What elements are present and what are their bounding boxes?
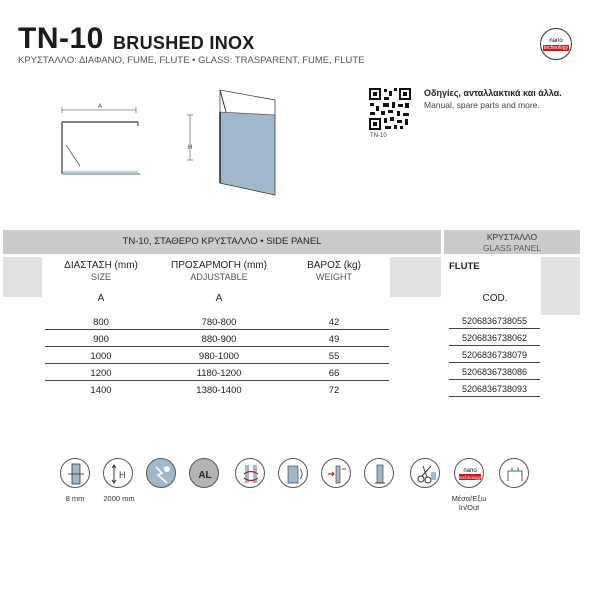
- qr-label: TN-10: [370, 133, 387, 139]
- row-weight: 66: [328, 368, 340, 379]
- pivot-door-icon: [278, 458, 308, 488]
- weight-header-english: WEIGHT: [316, 272, 352, 282]
- nano-icon-line1: nano: [463, 468, 477, 474]
- product-code: 5206836738055: [449, 314, 540, 329]
- row-size: 800: [93, 317, 109, 328]
- height-icon-letter: H: [119, 470, 126, 480]
- row-adjustable: 780-800: [201, 317, 237, 328]
- glass-header-english: GLASS PANEL: [483, 243, 541, 253]
- plan-view-drawing: [58, 100, 188, 180]
- in-out-label: [444, 494, 494, 512]
- product-code: 5206836738079: [449, 348, 540, 363]
- height-icon: [103, 458, 133, 488]
- row-size: 900: [93, 334, 109, 345]
- adjustable-header-greek: ΠΡΟΣΑΡΜΟΓΗ: [171, 260, 242, 271]
- row-adjustable: 880-900: [201, 334, 237, 345]
- table-title-bar: TN-10, ΣΤΑΘΕΡΟ ΚΡΥΣΤΑΛΛΟ • SIDE PANEL: [3, 230, 441, 254]
- adjustable-letter: A: [215, 293, 223, 304]
- nano-coating-icon: [454, 458, 484, 488]
- in-out-english: In/Out: [458, 503, 480, 512]
- tempered-glass-icon: [146, 458, 176, 488]
- row-size: 1400: [90, 385, 112, 396]
- aluminium-icon-text: AL: [198, 470, 212, 481]
- adjustable-header-english: ADJUSTABLE: [190, 272, 248, 282]
- row-weight: 55: [328, 351, 340, 362]
- row-adjustable: 1180-1200: [196, 368, 242, 379]
- glass-thickness-icon: [60, 458, 90, 488]
- adjustable-header-unit: (mm): [243, 260, 267, 271]
- cut-to-size-icon: [410, 458, 440, 488]
- height-label: 2000 mm: [103, 494, 135, 503]
- product-code: 5206836738093: [449, 382, 540, 397]
- adjustable-column-header: [163, 260, 275, 282]
- wall-profile-icon: [364, 458, 394, 488]
- size-header-greek: ΔΙΑΣΤΑΣΗ: [64, 260, 112, 271]
- weight-header-greek: ΒΑΡΟΣ: [307, 260, 342, 271]
- width-letter: A: [97, 104, 103, 110]
- row-adjustable: 980-1000: [198, 351, 240, 362]
- water-drops-icon: [499, 458, 529, 488]
- size-letter: A: [97, 293, 105, 304]
- size-column-header: [45, 260, 157, 282]
- height-letter: H: [188, 145, 193, 151]
- size-header-unit: (mm): [114, 260, 138, 271]
- table-row: [45, 349, 389, 364]
- elevation-view-drawing: [180, 85, 280, 200]
- row-weight: 42: [328, 317, 340, 328]
- model-title: TN-10: [18, 22, 104, 55]
- finish-title: BRUSHED INOX: [113, 33, 255, 53]
- code-header: COD.: [482, 293, 508, 304]
- row-weight: 49: [328, 334, 340, 345]
- info-greek-text: Οδηγίες, ανταλλακτικά και άλλα.: [424, 88, 562, 98]
- glass-options-line: ΚΡΥΣΤΑΛΛΟ: ΔΙΑΦΑΝΟ, FUME, FLUTE • GLASS: TRASPARENT, FUME, FLUTE: [18, 55, 365, 66]
- qr-code-icon: [368, 87, 412, 131]
- adjustable-profile-icon: [321, 458, 351, 488]
- nano-badge-line1: nano: [549, 38, 563, 44]
- nano-icon-line2: technology: [459, 475, 481, 480]
- info-english-text: Manual, spare parts and more.: [424, 100, 540, 110]
- glass-thickness-label: 8 mm: [65, 494, 85, 503]
- product-code: 5206836738086: [449, 365, 540, 380]
- table-row: [45, 315, 389, 330]
- row-size: 1200: [90, 368, 112, 379]
- aluminium-icon: [189, 458, 219, 488]
- size-header-english: SIZE: [90, 272, 111, 282]
- glass-type-label: FLUTE: [449, 261, 480, 272]
- gray-block-right: [541, 257, 580, 315]
- gray-block-left: [3, 257, 42, 297]
- table-row: [45, 383, 389, 398]
- row-size: 1000: [90, 351, 112, 362]
- row-weight: 72: [328, 385, 340, 396]
- gray-block-middle: [390, 257, 441, 297]
- nano-badge-line2: technology: [543, 45, 569, 51]
- in-out-greek: Μέσα/Εξω: [451, 494, 487, 503]
- glass-header-greek: ΚΡΥΣΤΑΛΛΟ: [486, 232, 538, 242]
- nano-technology-icon: [540, 28, 572, 60]
- glass-panel-header: [444, 230, 580, 254]
- product-code: 5206836738062: [449, 331, 540, 346]
- reversible-icon: [235, 458, 265, 488]
- weight-header-unit: (kg): [343, 260, 361, 271]
- table-row: [45, 332, 389, 347]
- table-row: [45, 366, 389, 381]
- weight-column-header: [275, 260, 393, 282]
- row-adjustable: 1380-1400: [196, 385, 242, 396]
